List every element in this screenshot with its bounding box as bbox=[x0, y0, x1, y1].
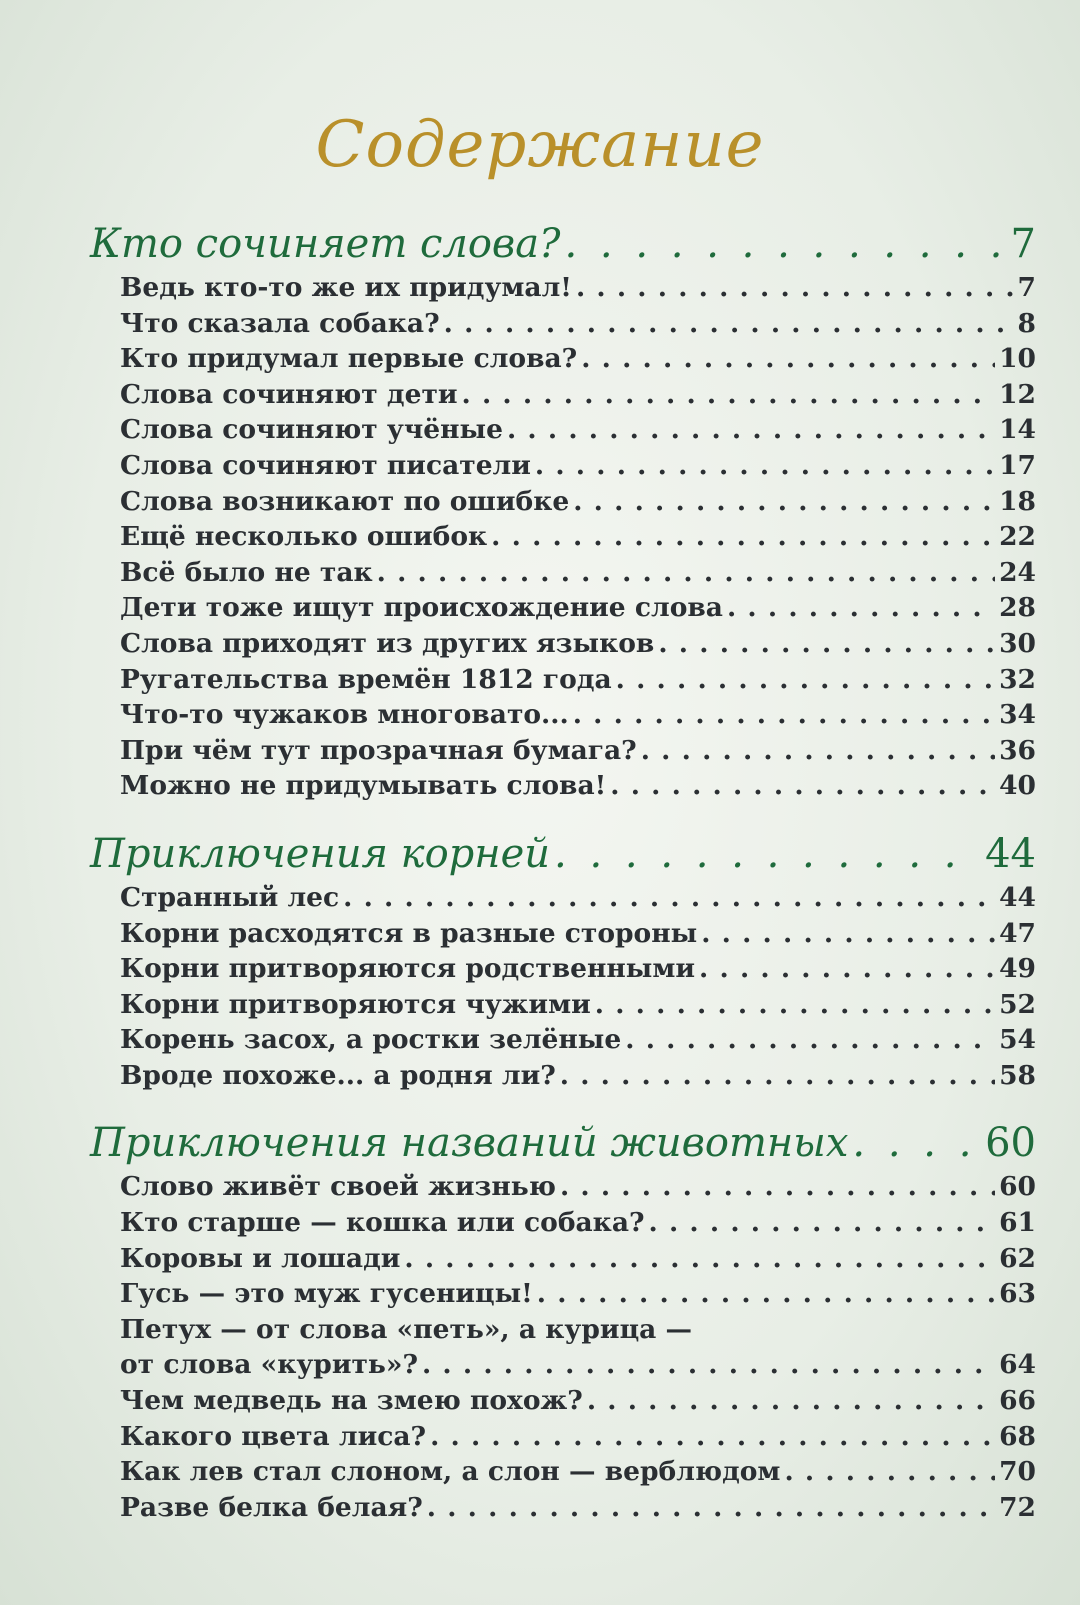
dot-leader bbox=[701, 916, 995, 952]
section-heading[interactable] bbox=[90, 828, 1036, 880]
toc-entry[interactable] bbox=[90, 662, 1036, 698]
entry-page-number: 10 bbox=[999, 343, 1036, 375]
dot-leader bbox=[462, 377, 996, 413]
entry-title: Ругательства времён 1812 года bbox=[120, 663, 612, 695]
dot-leader bbox=[573, 484, 995, 520]
toc-section bbox=[90, 828, 1036, 1094]
section-page-number: 7 bbox=[1010, 221, 1036, 267]
entry-title: от слова «курить»? bbox=[120, 1349, 418, 1381]
entry-page-number: 7 bbox=[1017, 272, 1036, 303]
toc-entry[interactable] bbox=[90, 341, 1036, 377]
dot-leader bbox=[537, 1276, 995, 1312]
entry-page-number: 30 bbox=[999, 627, 1036, 659]
entry-title: Слова сочиняют учёные bbox=[120, 414, 503, 446]
entry-page-number: 32 bbox=[999, 663, 1036, 695]
entry-page-number: 68 bbox=[999, 1420, 1036, 1452]
entry-title: Корни притворяются чужими bbox=[120, 988, 591, 1020]
toc-entry[interactable] bbox=[90, 697, 1036, 733]
section-page-number: 60 bbox=[985, 1120, 1036, 1167]
toc-entry[interactable] bbox=[90, 768, 1036, 804]
dot-leader bbox=[573, 697, 995, 733]
entry-page-number: 28 bbox=[999, 592, 1036, 624]
entry-title: Как лев стал слоном, а слон — верблюдом bbox=[120, 1456, 781, 1488]
dot-leader bbox=[610, 768, 995, 804]
toc-entry[interactable] bbox=[90, 1058, 1036, 1094]
dot-leader bbox=[581, 341, 995, 377]
table-of-contents bbox=[90, 218, 1036, 1549]
toc-entry[interactable] bbox=[90, 1383, 1036, 1419]
dot-leader bbox=[491, 519, 995, 555]
toc-entry[interactable] bbox=[90, 306, 1036, 342]
toc-entry[interactable] bbox=[90, 1276, 1036, 1312]
dot-leader bbox=[852, 1117, 981, 1169]
dot-leader bbox=[616, 662, 995, 698]
entry-title: Можно не придумывать слова! bbox=[120, 770, 607, 802]
dot-leader bbox=[554, 828, 981, 880]
entry-page-number: 36 bbox=[999, 734, 1036, 766]
dot-leader bbox=[535, 448, 995, 484]
entry-title: Слова возникают по ошибке bbox=[120, 485, 570, 517]
entry-page-number: 12 bbox=[999, 378, 1036, 410]
dot-leader bbox=[444, 306, 1014, 342]
entry-title: Слово живёт своей жизнью bbox=[120, 1171, 556, 1203]
section-title: Приключения корней bbox=[90, 830, 551, 877]
toc-entry[interactable] bbox=[90, 270, 1036, 306]
entry-page-number: 64 bbox=[999, 1349, 1036, 1381]
dot-leader bbox=[422, 1347, 995, 1383]
entry-title: Слова сочиняют писатели bbox=[120, 449, 531, 481]
entry-title: Ещё несколько ошибок bbox=[120, 521, 488, 553]
toc-entry[interactable] bbox=[90, 590, 1036, 626]
entry-title: Кто старше — кошка или собака? bbox=[120, 1207, 645, 1239]
toc-entry[interactable] bbox=[90, 484, 1036, 520]
entry-title: Что сказала собака? bbox=[120, 307, 440, 339]
toc-entry[interactable] bbox=[90, 880, 1036, 916]
dot-leader bbox=[377, 555, 995, 591]
entry-page-number: 72 bbox=[999, 1491, 1036, 1523]
toc-entry[interactable] bbox=[90, 1241, 1036, 1277]
toc-entry[interactable] bbox=[90, 1169, 1036, 1205]
entry-page-number: 66 bbox=[999, 1385, 1036, 1417]
entry-page-number: 40 bbox=[999, 770, 1036, 802]
toc-entry[interactable] bbox=[90, 448, 1036, 484]
toc-entry[interactable] bbox=[90, 1312, 1036, 1348]
toc-entry[interactable] bbox=[90, 1022, 1036, 1058]
entry-title: Дети тоже ищут происхождение слова bbox=[120, 592, 723, 624]
entry-page-number: 70 bbox=[999, 1456, 1036, 1488]
section-page-number: 44 bbox=[985, 830, 1036, 877]
toc-entry[interactable] bbox=[90, 626, 1036, 662]
entry-title: При чём тут прозрачная бумага? bbox=[120, 734, 637, 766]
entry-title: Корни расходятся в разные стороны bbox=[120, 917, 698, 949]
dot-leader bbox=[587, 1383, 995, 1419]
entry-title: Коровы и лошади bbox=[120, 1242, 401, 1274]
entry-page-number: 61 bbox=[999, 1207, 1036, 1239]
dot-leader bbox=[641, 733, 995, 769]
toc-entry[interactable] bbox=[90, 1419, 1036, 1455]
dot-leader bbox=[625, 1022, 995, 1058]
toc-entry[interactable] bbox=[90, 1490, 1036, 1526]
entry-page-number: 17 bbox=[999, 449, 1036, 481]
toc-entry[interactable] bbox=[90, 412, 1036, 448]
entry-page-number: 14 bbox=[999, 414, 1036, 446]
entry-title: Разве белка белая? bbox=[120, 1491, 423, 1523]
entry-title: Всё было не так bbox=[120, 556, 373, 588]
dot-leader bbox=[430, 1419, 995, 1455]
section-heading[interactable] bbox=[90, 218, 1036, 270]
entry-title: Корни притворяются родственными bbox=[120, 953, 696, 985]
dot-leader bbox=[576, 270, 1014, 306]
entry-title: Корень засох, а ростки зелёные bbox=[120, 1024, 622, 1056]
page-title: Содержание bbox=[315, 108, 765, 182]
section-title: Приключения названий животных bbox=[90, 1120, 849, 1167]
dot-leader bbox=[699, 951, 995, 987]
entry-title: Слова приходят из других языков bbox=[120, 627, 655, 659]
dot-leader bbox=[343, 880, 995, 916]
entry-page-number: 24 bbox=[999, 556, 1036, 588]
entry-page-number: 8 bbox=[1017, 307, 1036, 339]
entry-title: Какого цвета лиса? bbox=[120, 1420, 427, 1452]
toc-entry[interactable] bbox=[90, 377, 1036, 413]
entry-page-number: 63 bbox=[999, 1278, 1036, 1310]
toc-entry[interactable] bbox=[90, 1347, 1036, 1383]
dot-leader bbox=[649, 1205, 996, 1241]
section-title: Кто сочиняет слова? bbox=[90, 221, 561, 267]
toc-entry[interactable] bbox=[90, 1205, 1036, 1241]
dot-leader bbox=[404, 1241, 995, 1277]
dot-leader bbox=[595, 987, 995, 1023]
entry-page-number: 44 bbox=[999, 881, 1036, 913]
toc-section bbox=[90, 1117, 1036, 1525]
entry-title: Что-то чужаков многовато... bbox=[120, 699, 569, 731]
entry-title: Ведь кто-то же их придумал! bbox=[120, 272, 572, 303]
entry-page-number: 49 bbox=[999, 953, 1036, 985]
entry-page-number: 34 bbox=[999, 699, 1036, 731]
entry-title: Чем медведь на змею похож? bbox=[120, 1385, 583, 1417]
entry-page-number: 18 bbox=[999, 485, 1036, 517]
entry-page-number: 60 bbox=[999, 1171, 1036, 1203]
dot-leader bbox=[560, 1058, 995, 1094]
dot-leader bbox=[560, 1169, 995, 1205]
toc-section bbox=[90, 218, 1036, 804]
entry-page-number: 54 bbox=[999, 1024, 1036, 1056]
toc-entry[interactable] bbox=[90, 733, 1036, 769]
toc-entry[interactable] bbox=[90, 987, 1036, 1023]
entry-title: Странный лес bbox=[120, 881, 340, 913]
entry-page-number: 58 bbox=[999, 1059, 1036, 1091]
toc-entry[interactable] bbox=[90, 555, 1036, 591]
section-heading[interactable] bbox=[90, 1117, 1036, 1169]
entry-page-number: 62 bbox=[999, 1242, 1036, 1274]
entry-title: Гусь — это муж гусеницы! bbox=[120, 1278, 533, 1310]
entry-title: Слова сочиняют дети bbox=[120, 378, 458, 410]
toc-entry[interactable] bbox=[90, 951, 1036, 987]
dot-leader bbox=[507, 412, 995, 448]
entry-title: Кто придумал первые слова? bbox=[120, 343, 578, 375]
toc-entry[interactable] bbox=[90, 1454, 1036, 1490]
entry-page-number: 47 bbox=[999, 917, 1036, 949]
dot-leader bbox=[784, 1454, 995, 1490]
dot-leader bbox=[658, 626, 995, 662]
dot-leader bbox=[427, 1490, 995, 1526]
entry-page-number: 22 bbox=[999, 521, 1036, 553]
dot-leader bbox=[727, 590, 995, 626]
entry-title: Вроде похоже... а родня ли? bbox=[120, 1059, 556, 1091]
entry-page-number: 52 bbox=[999, 988, 1036, 1020]
toc-entry[interactable] bbox=[90, 916, 1036, 952]
toc-entry[interactable] bbox=[90, 519, 1036, 555]
entry-title: Петух — от слова «петь», а курица — bbox=[120, 1313, 693, 1345]
dot-leader bbox=[565, 218, 1007, 270]
